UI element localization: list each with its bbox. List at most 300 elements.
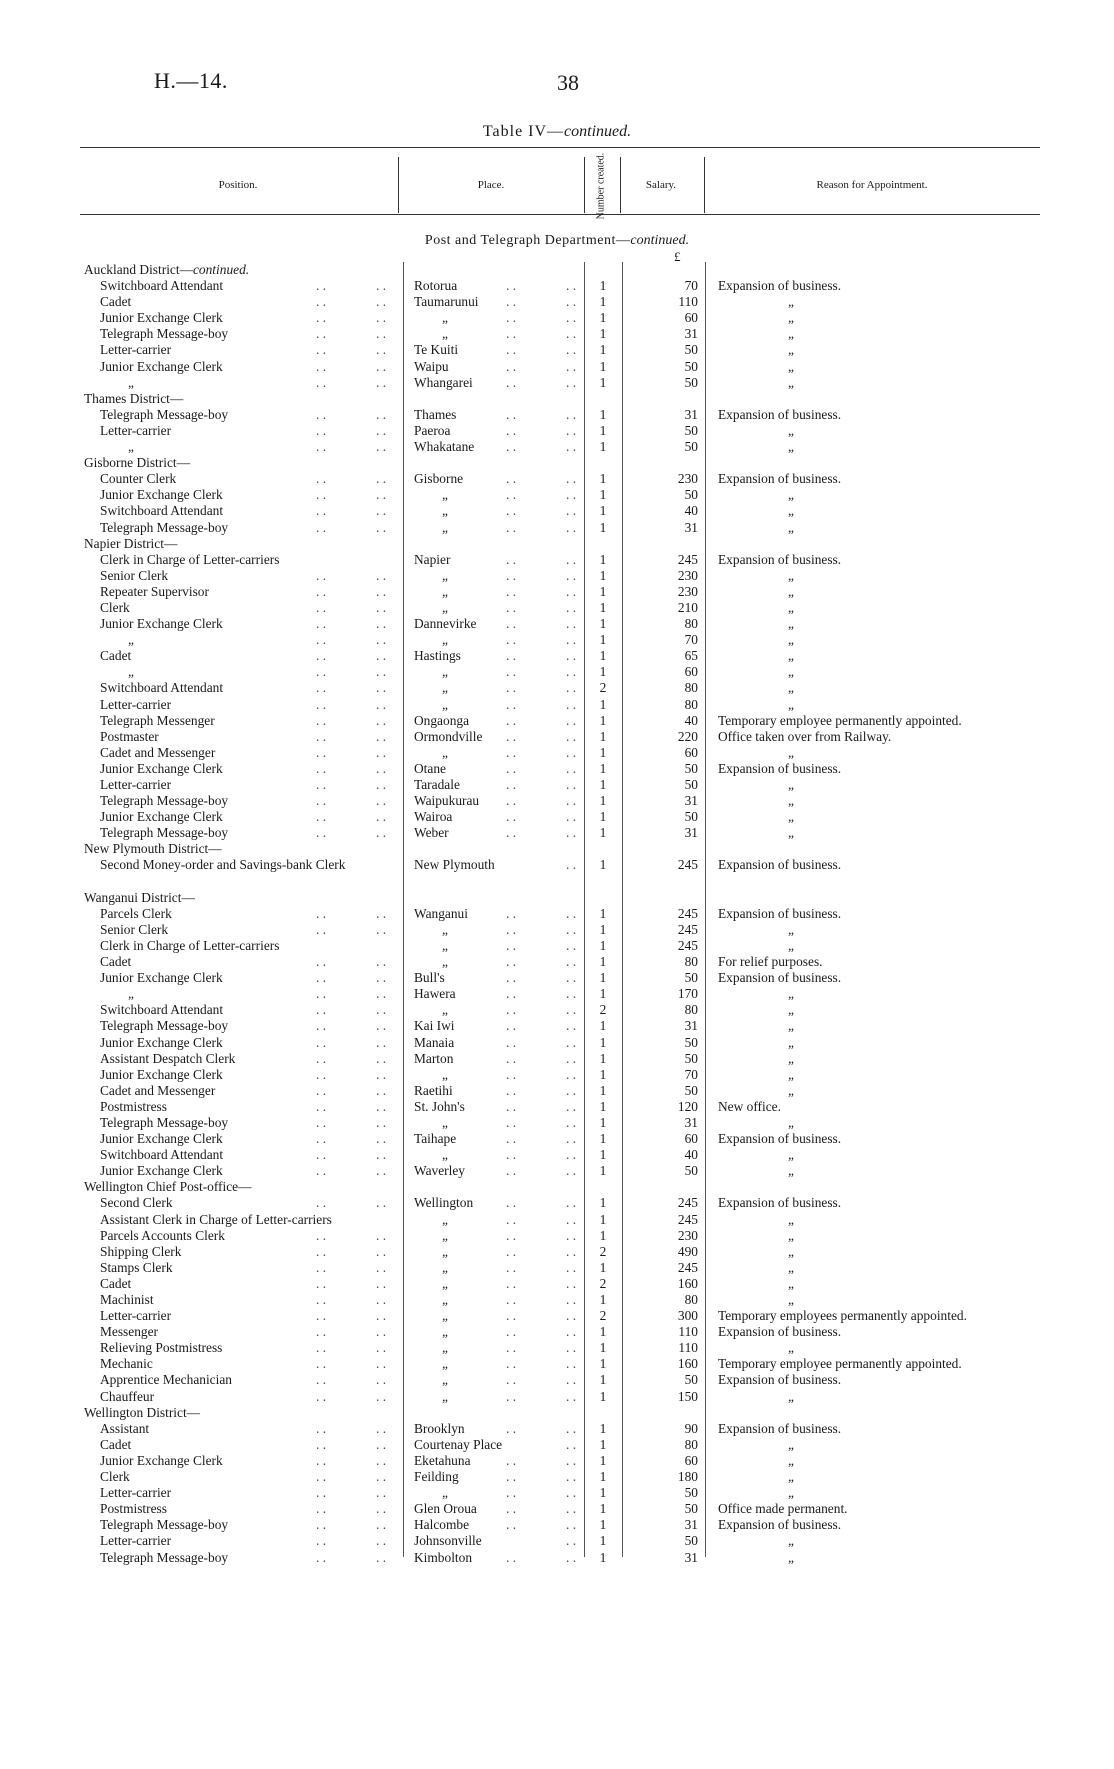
table-row — [0, 616, 1114, 632]
leader-dots: . . — [566, 664, 577, 680]
salary-cell: 31 — [684, 1018, 698, 1034]
position-cell — [100, 1437, 408, 1453]
salary-cell: 110 — [678, 1340, 698, 1356]
leader-dots: . . — [376, 809, 387, 825]
leader-dots: . . — [376, 342, 387, 358]
leader-dots: . . — [316, 905, 327, 921]
position-cell — [100, 970, 408, 986]
reason-cell — [718, 568, 1058, 584]
place-cell — [414, 1083, 584, 1099]
reason-cell — [718, 632, 1058, 648]
leader-dots: . . — [316, 519, 327, 535]
reason-cell — [718, 986, 1058, 1002]
place-text: „ — [442, 503, 448, 519]
place-text: „ — [442, 1275, 448, 1291]
number-created-cell: 1 — [599, 857, 607, 873]
salary-cell: 90 — [684, 1420, 698, 1436]
reason-cell — [718, 648, 1058, 664]
reason-text: „ — [788, 519, 794, 535]
leader-dots: . . — [316, 471, 327, 487]
leader-dots: . . — [376, 760, 387, 776]
number-created-cell: 1 — [599, 519, 607, 535]
number-created-cell: 1 — [599, 1211, 607, 1227]
position-text: Napier District— — [84, 535, 178, 551]
reason-cell — [718, 1131, 1058, 1147]
table-row — [0, 487, 1114, 503]
place-cell — [414, 407, 584, 423]
leader-dots: . . — [506, 342, 517, 358]
salary-cell: 230 — [677, 1227, 698, 1243]
place-text: „ — [442, 664, 448, 680]
table-row — [0, 906, 1114, 922]
position-text: Gisborne District— — [84, 455, 190, 471]
reason-cell — [718, 1356, 1058, 1372]
leader-dots: . . — [566, 1485, 577, 1501]
table-row — [0, 1421, 1114, 1437]
reason-text: „ — [788, 777, 794, 792]
leader-dots: . . — [316, 1243, 327, 1259]
table-row — [0, 648, 1114, 664]
place-text: „ — [442, 632, 448, 648]
place-cell — [414, 1244, 584, 1260]
position-text: Assistant Clerk in Charge of Letter-carriers — [100, 1211, 332, 1227]
leader-dots: . . — [316, 1420, 327, 1436]
position-text: Auckland District— — [84, 262, 193, 277]
table-row — [0, 809, 1114, 825]
position-text: Telegraph Message-boy — [100, 326, 229, 342]
table-row — [0, 423, 1114, 439]
leader-dots: . . — [316, 1549, 327, 1565]
salary-cell: 110 — [678, 1324, 698, 1340]
leader-dots: . . — [316, 809, 327, 825]
leader-dots: . . — [506, 1259, 517, 1275]
position-text: Clerk — [100, 599, 130, 615]
reason-cell — [718, 1469, 1058, 1485]
place-text: Johnsonville — [414, 1533, 482, 1549]
leader-dots: . . — [316, 1050, 327, 1066]
leader-dots: . . — [506, 970, 517, 986]
place-cell — [414, 664, 584, 680]
leader-dots: . . — [376, 471, 387, 487]
number-created-cell: 1 — [599, 921, 607, 937]
leader-dots: . . — [376, 422, 387, 438]
position-cell — [100, 632, 408, 648]
position-text: Apprentice Mechanician — [100, 1372, 232, 1388]
leader-dots: . . — [506, 1163, 517, 1179]
salary-cell: 180 — [677, 1469, 698, 1485]
leader-dots: . . — [376, 294, 387, 310]
leader-dots: . . — [316, 326, 327, 342]
position-text: Junior Exchange Clerk — [100, 760, 223, 776]
place-text: „ — [442, 1259, 448, 1275]
position-cell — [100, 857, 400, 873]
leader-dots: . . — [316, 1002, 327, 1018]
district-heading-row — [0, 536, 1114, 552]
leader-dots: . . — [566, 937, 577, 953]
leader-dots: . . — [566, 1469, 577, 1485]
salary-cell: 245 — [677, 921, 698, 937]
position-cell — [100, 1550, 408, 1566]
leader-dots: . . — [376, 970, 387, 986]
reason-cell — [718, 1244, 1058, 1260]
reason-cell — [718, 407, 1058, 423]
leader-dots: . . — [376, 326, 387, 342]
leader-dots: . . — [506, 1211, 517, 1227]
reason-text: Expansion of business. — [718, 760, 842, 776]
number-created-cell: 1 — [599, 1018, 607, 1034]
place-text: Wanganui — [414, 905, 468, 921]
salary-cell: 50 — [684, 1372, 698, 1388]
place-cell — [414, 1517, 584, 1533]
leader-dots: . . — [506, 712, 517, 728]
salary-cell: 31 — [684, 406, 698, 422]
header-bottom-rule — [80, 214, 1040, 215]
table-row — [0, 825, 1114, 841]
reason-cell — [718, 278, 1058, 294]
position-text: Junior Exchange Clerk — [100, 1066, 223, 1082]
position-cell — [100, 761, 408, 777]
salary-cell: 170 — [677, 986, 698, 1002]
position-cell — [100, 664, 408, 680]
leader-dots: . . — [506, 310, 517, 326]
position-cell — [100, 1018, 408, 1034]
position-cell — [100, 584, 408, 600]
reason-cell — [718, 616, 1058, 632]
position-cell — [100, 1292, 408, 1308]
leader-dots: . . — [506, 406, 517, 422]
reason-cell — [718, 664, 1058, 680]
number-created-cell: 1 — [599, 278, 607, 294]
number-created-cell: 1 — [599, 487, 607, 503]
place-cell — [414, 793, 584, 809]
leader-dots: . . — [316, 1469, 327, 1485]
table-row — [0, 1163, 1114, 1179]
number-created-cell: 1 — [599, 777, 607, 792]
salary-cell: 245 — [677, 1211, 698, 1227]
place-text: „ — [442, 599, 448, 615]
position-text: Assistant Despatch Clerk — [100, 1050, 236, 1066]
position-cell — [100, 648, 408, 664]
table-row — [0, 1550, 1114, 1566]
salary-cell: 50 — [684, 439, 698, 455]
table-row — [0, 664, 1114, 680]
leader-dots: . . — [316, 1227, 327, 1243]
leader-dots: . . — [506, 471, 517, 487]
position-text: Machinist — [100, 1292, 154, 1307]
position-text: Assistant — [100, 1420, 150, 1436]
place-text: „ — [442, 583, 448, 599]
leader-dots: . . — [376, 954, 387, 970]
position-cell — [100, 294, 408, 310]
place-text: Waipu — [414, 358, 449, 374]
position-cell — [100, 1051, 408, 1067]
leader-dots: . . — [566, 1195, 577, 1211]
position-text: Senior Clerk — [100, 567, 169, 583]
table-row — [0, 600, 1114, 616]
table-row — [0, 1131, 1114, 1147]
number-created-cell: 1 — [599, 1517, 607, 1533]
position-cell — [100, 1356, 408, 1372]
reason-text: „ — [788, 793, 794, 809]
leader-dots: . . — [376, 1469, 387, 1485]
reason-cell — [718, 423, 1058, 439]
position-continued: continued. — [192, 262, 250, 277]
salary-cell: 210 — [677, 599, 698, 615]
number-created-cell: 1 — [599, 1131, 607, 1147]
reason-cell — [718, 1212, 1058, 1228]
place-cell — [414, 1324, 584, 1340]
place-cell — [414, 1163, 584, 1179]
leader-dots: . . — [376, 616, 387, 632]
number-created-cell: 1 — [599, 1485, 607, 1501]
place-cell — [414, 680, 584, 696]
number-created-cell: 1 — [599, 1324, 607, 1340]
leader-dots: . . — [376, 1388, 387, 1404]
leader-dots: . . — [506, 1308, 517, 1324]
table-row — [0, 1469, 1114, 1485]
place-text: Eketahuna — [414, 1452, 471, 1468]
reason-text: „ — [788, 825, 794, 841]
position-text: Wellington District— — [84, 1404, 201, 1420]
leader-dots: . . — [316, 1533, 327, 1549]
leader-dots: . . — [566, 1259, 577, 1275]
reason-cell — [718, 1018, 1058, 1034]
leader-dots: . . — [316, 1195, 327, 1211]
position-text: Letter-carrier — [100, 696, 172, 712]
leader-dots: . . — [316, 503, 327, 519]
leader-dots: . . — [566, 1098, 577, 1114]
table-title-continued: continued. — [564, 123, 632, 140]
number-created-cell: 1 — [599, 310, 607, 326]
leader-dots: . . — [376, 712, 387, 728]
leader-dots: . . — [376, 1195, 387, 1211]
table-row — [0, 1533, 1114, 1549]
reason-text: „ — [788, 1034, 794, 1050]
number-created-cell: 1 — [599, 1292, 607, 1307]
position-cell — [100, 1083, 408, 1099]
place-text: „ — [442, 1227, 448, 1243]
position-cell — [100, 1212, 408, 1228]
table-row — [0, 680, 1114, 696]
position-cell — [84, 890, 392, 906]
salary-cell: 50 — [684, 760, 698, 776]
salary-cell: 150 — [677, 1388, 698, 1404]
place-text: Halcombe — [414, 1517, 470, 1533]
position-cell — [100, 1372, 408, 1388]
reason-text: Expansion of business. — [718, 1195, 842, 1211]
position-text: Junior Exchange Clerk — [100, 616, 223, 632]
table-row — [0, 503, 1114, 519]
position-cell — [100, 777, 408, 793]
number-created-cell: 1 — [599, 1436, 607, 1452]
reason-cell — [718, 1372, 1058, 1388]
reason-text: „ — [788, 1227, 794, 1243]
place-cell — [414, 648, 584, 664]
position-text: Telegraph Message-boy — [100, 519, 229, 535]
table-row — [0, 584, 1114, 600]
table-row — [0, 1115, 1114, 1131]
position-text: Junior Exchange Clerk — [100, 970, 223, 986]
position-cell — [100, 342, 408, 358]
table-row — [0, 1356, 1114, 1372]
table-row — [0, 1002, 1114, 1018]
position-cell — [100, 310, 408, 326]
place-cell — [414, 326, 584, 342]
position-cell — [84, 841, 392, 857]
position-text: Telegraph Messenger — [100, 712, 215, 728]
reason-cell — [718, 713, 1058, 729]
number-created-cell: 1 — [599, 986, 607, 1002]
leader-dots: . . — [316, 1485, 327, 1501]
reason-text: „ — [788, 583, 794, 599]
reason-text: „ — [788, 1082, 794, 1098]
leader-dots: . . — [376, 1082, 387, 1098]
reason-cell — [718, 1292, 1058, 1308]
table-row — [0, 1501, 1114, 1517]
place-text: Manaia — [414, 1034, 455, 1050]
place-text: „ — [442, 1002, 448, 1018]
salary-cell: 50 — [684, 487, 698, 503]
number-created-cell: 1 — [599, 374, 607, 390]
reason-text: „ — [788, 1114, 794, 1130]
district-heading-row — [0, 391, 1114, 407]
number-created-cell: 1 — [599, 1356, 607, 1372]
salary-cell: 60 — [684, 664, 698, 680]
column-header-position: Position. — [218, 179, 258, 191]
place-text: „ — [442, 487, 448, 503]
position-cell — [100, 1421, 408, 1437]
salary-cell: 80 — [684, 1002, 698, 1018]
leader-dots: . . — [506, 1098, 517, 1114]
position-text: Cadet and Messenger — [100, 1082, 216, 1098]
reason-text: „ — [788, 342, 794, 358]
reason-cell — [718, 310, 1058, 326]
position-text: Cadet — [100, 648, 132, 664]
position-text: Relieving Postmistress — [100, 1340, 223, 1356]
place-cell — [414, 294, 584, 310]
salary-cell: 50 — [684, 1034, 698, 1050]
place-text: „ — [442, 921, 448, 937]
leader-dots: . . — [506, 1517, 517, 1533]
position-cell — [100, 1453, 408, 1469]
reason-cell — [718, 487, 1058, 503]
reason-cell — [718, 857, 1058, 873]
place-text: „ — [442, 696, 448, 712]
reason-text: Expansion of business. — [718, 1517, 842, 1533]
salary-cell: 50 — [684, 1082, 698, 1098]
position-cell — [100, 326, 408, 342]
reason-cell — [718, 1308, 1058, 1324]
reason-text: Temporary employees permanently appointed. — [718, 1308, 967, 1324]
position-text: Telegraph Message-boy — [100, 1018, 229, 1034]
table-row — [0, 1260, 1114, 1276]
leader-dots: . . — [316, 970, 327, 986]
place-text: „ — [442, 1308, 448, 1324]
leader-dots: . . — [566, 1324, 577, 1340]
leader-dots: . . — [506, 439, 517, 455]
salary-cell: 31 — [684, 825, 698, 841]
column-header-reason: Reason for Appointment. — [816, 179, 928, 191]
place-text: Raetihi — [414, 1082, 453, 1098]
leader-dots: . . — [376, 439, 387, 455]
place-cell — [414, 1147, 584, 1163]
leader-dots: . . — [376, 406, 387, 422]
salary-cell: 160 — [677, 1356, 698, 1372]
reason-cell — [718, 1485, 1058, 1501]
salary-cell: 230 — [677, 471, 698, 487]
place-cell — [414, 825, 584, 841]
reason-text: „ — [788, 326, 794, 342]
reason-text: Expansion of business. — [718, 406, 842, 422]
position-cell — [100, 938, 408, 954]
leader-dots: . . — [506, 519, 517, 535]
position-text: Second Clerk — [100, 1195, 173, 1211]
leader-dots: . . — [376, 1420, 387, 1436]
leader-dots: . . — [316, 439, 327, 455]
table-row — [0, 632, 1114, 648]
reason-text: Expansion of business. — [718, 471, 842, 487]
number-created-cell: 1 — [599, 1501, 607, 1517]
place-cell — [414, 1051, 584, 1067]
salary-cell: 50 — [684, 1501, 698, 1517]
reason-text: Office taken over from Railway. — [718, 728, 892, 744]
position-text: Junior Exchange Clerk — [100, 1131, 223, 1147]
number-created-cell: 1 — [599, 503, 607, 519]
leader-dots: . . — [376, 1452, 387, 1468]
reason-text: „ — [788, 648, 794, 664]
position-text: Letter-carrier — [100, 1308, 172, 1324]
place-text: „ — [442, 1324, 448, 1340]
salary-cell: 230 — [677, 567, 698, 583]
leader-dots: . . — [376, 1227, 387, 1243]
leader-dots: . . — [316, 793, 327, 809]
place-cell — [414, 1260, 584, 1276]
leader-dots: . . — [506, 1388, 517, 1404]
place-cell — [414, 906, 584, 922]
number-created-cell: 1 — [599, 1340, 607, 1356]
reason-cell — [718, 471, 1058, 487]
salary-cell: 60 — [684, 744, 698, 760]
leader-dots: . . — [316, 1114, 327, 1130]
place-text: Taradale — [414, 777, 460, 792]
place-text: „ — [442, 326, 448, 342]
number-created-cell: 1 — [599, 471, 607, 487]
table-row — [0, 1517, 1114, 1533]
place-cell — [414, 970, 584, 986]
reason-text: „ — [788, 358, 794, 374]
leader-dots: . . — [506, 1082, 517, 1098]
leader-dots: . . — [566, 487, 577, 503]
place-cell — [414, 1276, 584, 1292]
number-created-cell: 1 — [599, 1469, 607, 1485]
place-text: „ — [442, 744, 448, 760]
position-text: Switchboard Attendant — [100, 503, 224, 519]
leader-dots: . . — [566, 583, 577, 599]
number-created-cell: 1 — [599, 294, 607, 310]
reason-cell — [718, 1147, 1058, 1163]
table-row — [0, 359, 1114, 375]
leader-dots: . . — [376, 744, 387, 760]
reason-text: „ — [788, 1147, 794, 1163]
position-cell — [100, 1163, 408, 1179]
place-text: „ — [442, 1356, 448, 1372]
place-cell — [414, 1453, 584, 1469]
reason-text: „ — [788, 1066, 794, 1082]
leader-dots: . . — [506, 777, 517, 792]
table-body — [0, 262, 1114, 1566]
salary-cell: 50 — [684, 342, 698, 358]
leader-dots: . . — [316, 1034, 327, 1050]
